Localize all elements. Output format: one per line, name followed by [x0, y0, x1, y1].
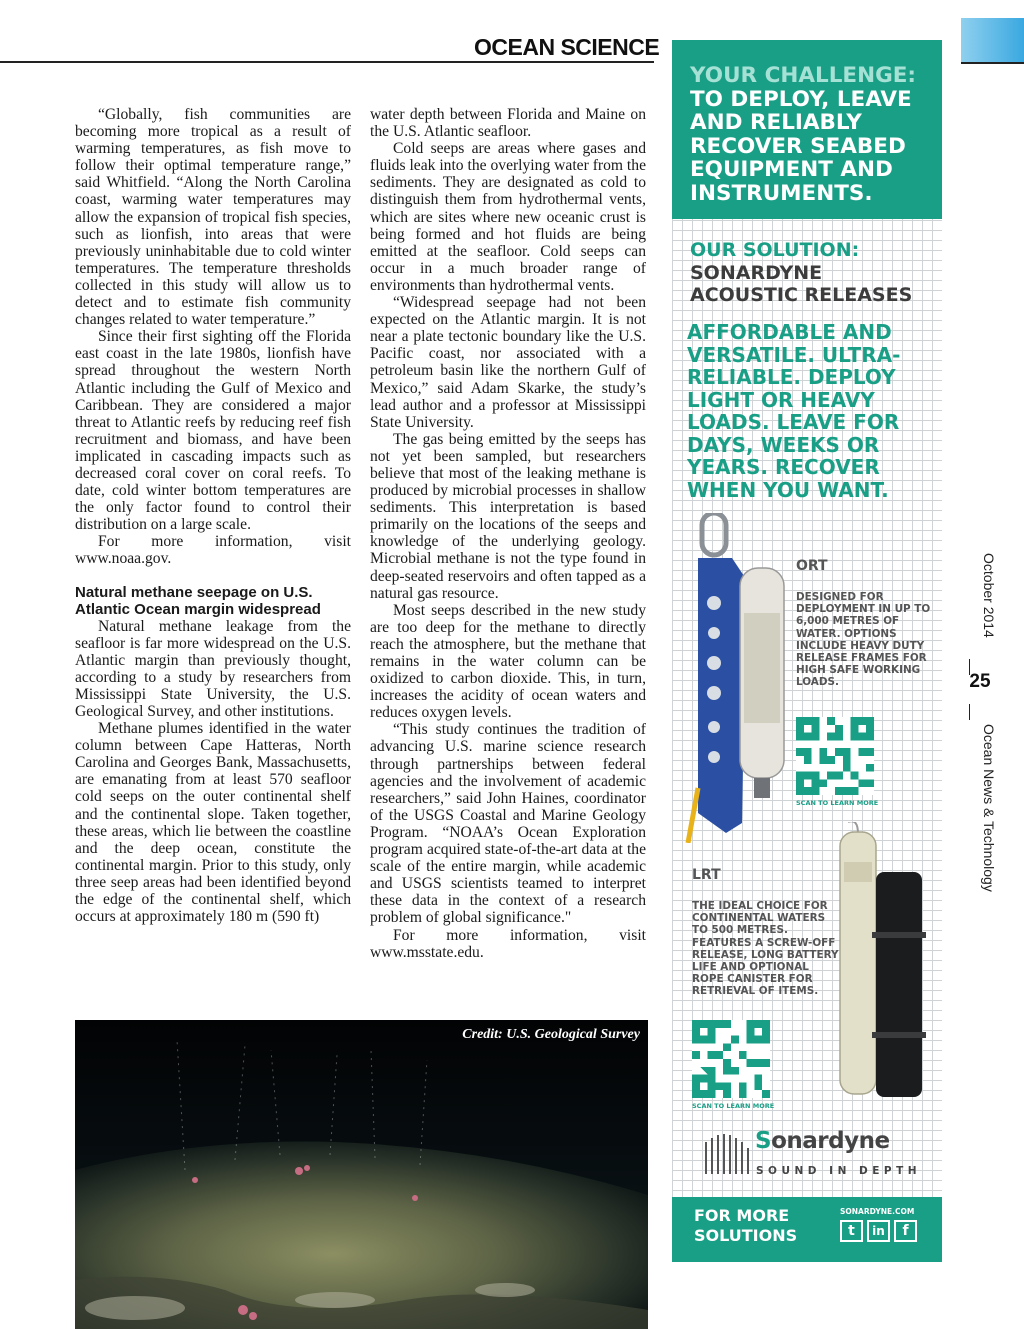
paragraph: For more information, visit www.noaa.gov.	[75, 533, 351, 568]
seafloor-photo	[75, 1020, 648, 1329]
ad-solution-text: SONARDYNE ACOUSTIC RELEASES	[690, 261, 913, 306]
page-number: 25	[969, 671, 991, 692]
qr-code-icon	[692, 1020, 770, 1098]
article-column-1	[75, 106, 351, 925]
ad-challenge-text: TO DEPLOY, LEAVE AND RELIABLY RECOVER SEABED EQUIPMENT AND INSTRUMENTS.	[690, 86, 912, 206]
paragraph: Methane plumes identified in the water column between Cape Hatteras, North Carolina and Georges Bank, Massachusetts, are emanating from at least 570 seafloor cold seeps on the outer continental shelf and the continental slope. Taken together, these areas, which lie between the coastline and the deep ocean, constitute the continental margin. Prior to this study, only three seep areas had been identified beyond the edge of the continental shelf, which occurs at approximately 180 m (590 ft)	[75, 720, 351, 926]
ad-header-panel	[672, 40, 942, 219]
ad-footer-panel	[672, 1197, 942, 1262]
ort-release-device-image	[684, 513, 794, 843]
paragraph: “This study continues the tradition of advancing U.S. marine science research through partnerships between federal agencies and the involvement of academic researchers,” said John Haines, coordinator of the USGS Coastal and Marine Geology Program. “NOAA’s Ocean Exploration program acquired state-of-the-art data at the scale of the entire margin, while academic and USGS scientists teamed to interpret these data in the context of a research problem of global significance."	[370, 721, 646, 927]
brand-tagline: SOUND IN DEPTH	[756, 1165, 922, 1177]
paragraph: “Widespread seepage had not been expected on the Atlantic margin. It is not near a plate tectonic boundary like the U.S. Pacific coast, nor associated with a petroleum basin like the northern Gulf of Mexico,” said Adam Skarke, the study’s lead author and a professor at Mississippi State University.	[370, 294, 646, 431]
article-column-2	[370, 106, 646, 961]
brand-rest: onardyne	[771, 1128, 890, 1154]
header-rule	[0, 61, 654, 63]
twitter-icon[interactable]: t	[840, 1220, 863, 1242]
paragraph: Since their first sighting off the Florida east coast in the late 1980s, lionfish have spread throughout the western North Atlantic including the Gulf of Mexico and Caribbean. They are considered a major threat to Atlantic reefs by reducing reef fish recruitment and biomass, and have been implicated in cascading impacts such as decreased coral cover on coral reefs. To date, cold winter bottom temperatures are the only factor found to control their distribution on a large scale.	[75, 328, 351, 534]
side-divider	[969, 704, 970, 720]
lrt-description: THE IDEAL CHOICE FOR CONTINENTAL WATERS TO 500 METRES. FEATURES A SCREW-OFF RELEASE, LONG BATTERY LIFE AND OPTIONAL ROPE CANISTER FOR RETRIEVAL OF ITEMS.	[692, 900, 839, 998]
scan-label: SCAN TO LEARN MORE	[692, 1102, 775, 1110]
paragraph: Most seeps described in the new study are too deep for the methane to directly reach the atmosphere, but the methane that remains in the water column can be oxidized to carbon dioxide. This, in turn, increases the acidity of ocean waters and reduces oxygen levels.	[370, 601, 646, 722]
issue-date: October 2014	[981, 553, 997, 638]
qr-code-icon	[796, 717, 874, 795]
brand-initial: S	[755, 1128, 772, 1154]
ort-qr-code[interactable]	[796, 717, 874, 795]
linkedin-icon[interactable]: in	[867, 1220, 890, 1242]
ad-tagline: AFFORDABLE AND VERSATILE. ULTRA-RELIABLE. DEPLOY LIGHT OR HEAVY LOADS. LEAVE FOR DAYS, WEEKS OR YEARS. RECOVER WHEN YOU WANT.	[687, 320, 901, 502]
scan-label: SCAN TO LEARN MORE	[796, 799, 879, 807]
lrt-title: LRT	[692, 867, 721, 883]
article-subhead: Natural methane seepage on U.S. Atlantic Ocean margin widespread	[75, 583, 321, 618]
sonardyne-logo-icon	[702, 1132, 752, 1178]
ad-solution-label: OUR SOLUTION:	[690, 239, 860, 261]
website-link[interactable]: SONARDYNE.COM	[840, 1207, 915, 1216]
paragraph: For more information, visit www.msstate.edu.	[370, 926, 646, 961]
paragraph: “Globally, fish communities are becoming more tropical as a result of warming temperatures, as fish move to follow their optimal temperature range,” said Whitfield. “Along the North Carolina coast, warming water temperatures may allow the expansion of tropical fish species, such as lionfish, into areas that were previously uninhabitable due to cold winter temperatures. The temperature thresholds collected in this study will allow us to detect and to estimate fish community changes related to water temperature.”	[75, 106, 351, 329]
paragraph: water depth between Florida and Maine on the U.S. Atlantic seafloor.	[370, 106, 646, 141]
ad-solution	[690, 239, 935, 307]
corner-tab	[961, 18, 1024, 64]
publication-name: Ocean News & Technology	[981, 724, 997, 892]
ad-challenge-label: YOUR CHALLENGE:	[690, 63, 917, 88]
ad-challenge	[690, 64, 930, 205]
facebook-icon[interactable]: f	[894, 1220, 917, 1242]
ort-title: ORT	[796, 558, 828, 574]
more-solutions-label: FOR MORE SOLUTIONS	[694, 1206, 798, 1245]
paragraph: Cold seeps are areas where gases and fluids leak into the overlying water from the sediments. They are designated as cold to distinguish them from hydrothermal vents, which are sites where new oceanic crust is being formed and hot fluids are being emitted at the seafloor. Cold seeps can occur in a much broader range of environments than hydrothermal vents.	[370, 140, 646, 294]
ort-description: DESIGNED FOR DEPLOYMENT IN UP TO 6,000 METRES OF WATER. OPTIONS INCLUDE HEAVY DUTY RELEASE FRAMES FOR HIGH SAFE WORKING LOADS.	[796, 591, 931, 689]
brand-name	[755, 1128, 890, 1154]
sonardyne-advertisement[interactable]	[672, 40, 942, 1262]
lrt-qr-code[interactable]	[692, 1020, 770, 1098]
corner-rule	[961, 62, 1024, 64]
paragraph: The gas being emitted by the seeps has not yet been sampled, but researchers believe that most of the leaking methane is produced by microbial processes in shallow sediments. This interpretation is based primarily on the locations of the seeps and knowledge of the underlying geology. Microbial methane is not the type found in deep-seated reservoirs and often tapped as a natural gas resource.	[370, 430, 646, 602]
seafloor-image	[75, 1020, 648, 1329]
photo-credit: Credit: U.S. Geological Survey	[462, 1027, 640, 1042]
section-title: OCEAN SCIENCE	[474, 34, 660, 60]
paragraph: Natural methane leakage from the seafloor is far more widespread on the U.S. Atlantic margin than previously thought, according to a study by researchers from Mississippi State University, the U.S. Geological Survey, and other institutions.	[75, 617, 351, 720]
